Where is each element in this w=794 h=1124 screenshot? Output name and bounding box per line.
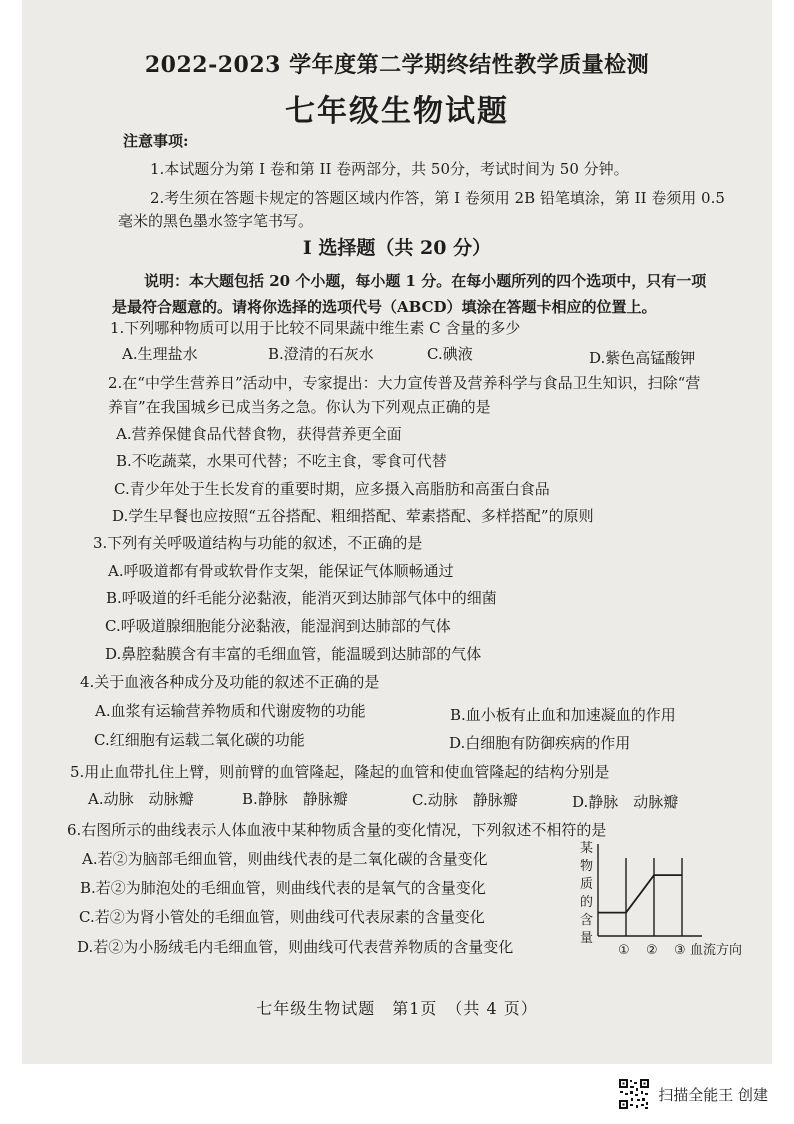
- x-label-2: ②: [646, 943, 658, 958]
- question-3-option-a: A.呼吸道都有骨或软骨作支架，能保证气体顺畅通过: [108, 562, 454, 580]
- exam-subtitle: 七年级生物试题: [285, 94, 509, 129]
- question-2-option-a: A.营养保健食品代替食物，获得营养更全面: [116, 425, 402, 443]
- question-4-option-d: D.白细胞有防御疾病的作用: [449, 734, 631, 752]
- y-label-char-2: 物: [580, 859, 594, 874]
- blood-substance-figure: [578, 838, 772, 968]
- question-3-option-b: B.呼吸道的纤毛能分泌黏液，能消灭到达肺部气体中的细菌: [106, 589, 497, 607]
- x-label-3: ③: [674, 943, 686, 958]
- y-label-char-1: 某: [580, 841, 594, 856]
- question-1-option-d: D.紫色高锰酸钾: [589, 349, 696, 367]
- question-4-stem: 4.关于血液各种成分及功能的叙述不正确的是: [80, 673, 380, 691]
- question-5-option-a: A.动脉 动脉瓣: [88, 790, 194, 808]
- notes-heading: 注意事项:: [123, 132, 189, 150]
- section-title: I 选择题（共 20 分）: [302, 237, 492, 259]
- question-5-option-c: C.动脉 静脉瓣: [412, 791, 518, 809]
- question-4-option-c: C.红细胞有运载二氧化碳的功能: [94, 731, 305, 749]
- y-label-char-4: 的: [580, 895, 594, 910]
- section-instructions-2: 是最符合题意的。请将你选择的选项代号（ABCD）填涂在答题卡相应的位置上。: [112, 298, 657, 316]
- x-label-1: ①: [618, 943, 630, 958]
- question-6-option-b: B.若②为肺泡处的毛细血管，则曲线代表的是氧气的含量变化: [80, 879, 486, 897]
- question-3-stem: 3.下列有关呼吸道结构与功能的叙述，不正确的是: [93, 534, 423, 552]
- question-4-option-b: B.血小板有止血和加速凝血的作用: [450, 706, 676, 724]
- substance-curve: [598, 875, 682, 912]
- question-4-option-a: A.血浆有运输营养物质和代谢废物的功能: [95, 702, 366, 720]
- question-6-option-d: D.若②为小肠绒毛内毛细血管，则曲线可代表营养物质的含量变化: [77, 938, 514, 956]
- question-3-option-d: D.鼻腔黏膜含有丰富的毛细血管，能温暖到达肺部的气体: [105, 645, 482, 663]
- exam-paper: [22, 0, 772, 1064]
- question-1-stem: 1.下列哪种物质可以用于比较不同果蔬中维生素 C 含量的多少: [110, 319, 521, 337]
- notes-item-2: 2.考生须在答题卡规定的答题区域内作答，第 I 卷须用 2B 铅笔填涂，第 II 卷须用 0.5: [150, 189, 725, 207]
- exam-title: 2022-2023 学年度第二学期终结性教学质量检测: [144, 52, 650, 78]
- y-label-char-6: 量: [580, 931, 594, 946]
- question-6-option-a: A.若②为脑部毛细血管，则曲线代表的是二氧化碳的含量变化: [82, 850, 488, 868]
- question-3-option-c: C.呼吸道腺细胞能分泌黏液，能湿润到达肺部的气体: [105, 617, 451, 635]
- y-label-char-5: 含: [580, 913, 594, 928]
- question-2-option-d: D.学生早餐也应按照“五谷搭配、粗细搭配、荤素搭配、多样搭配”的原则: [112, 507, 594, 525]
- notes-item-1: 1.本试题分为第 I 卷和第 II 卷两部分，共 50分，考试时间为 50 分钟。: [150, 160, 629, 178]
- question-1-option-c: C.碘液: [427, 345, 473, 363]
- question-2-stem: 2.在“中学生营养日”活动中，专家提出：大力宣传普及营养科学与食品卫生知识，扫除“营: [108, 374, 701, 392]
- x-axis-label: 血流方向: [690, 943, 743, 958]
- question-6-option-c: C.若②为肾小管处的毛细血管，则曲线可代表尿素的含量变化: [79, 908, 485, 926]
- page-footer: 七年级生物试题 第1页 （共 4 页）: [256, 999, 538, 1018]
- question-1-option-b: B.澄清的石灰水: [268, 345, 374, 363]
- scanner-watermark-text: 扫描全能王 创建: [658, 1085, 768, 1104]
- question-5-stem: 5.用止血带扎住上臂，则前臂的血管隆起，隆起的血管和使血管隆起的结构分别是: [70, 763, 610, 781]
- question-5-option-b: B.静脉 静脉瓣: [242, 790, 348, 808]
- question-6-stem: 6.右图所示的曲线表示人体血液中某种物质含量的变化情况，下列叙述不相符的是: [67, 821, 607, 839]
- section-instructions-1: 说明：本大题包括 20 个小题，每小题 1 分。在每小题所列的四个选项中，只有一项: [144, 272, 707, 290]
- question-2-option-b: B.不吃蔬菜，水果可代替；不吃主食，零食可代替: [116, 452, 447, 470]
- notes-item-2-cont: 毫米的黑色墨水签字笔书写。: [118, 212, 314, 230]
- y-label-char-3: 质: [580, 877, 594, 892]
- scanner-watermark: [618, 1077, 768, 1111]
- question-1-option-a: A.生理盐水: [122, 345, 198, 363]
- question-5-option-d: D.静脉 动脉瓣: [572, 793, 679, 811]
- qr-code-icon: [618, 1078, 650, 1110]
- question-2-option-c: C.青少年处于生长发育的重要时期，应多摄入高脂肪和高蛋白食品: [114, 480, 550, 498]
- question-2-stem-cont: 养盲”在我国城乡已成当务之急。你认为下列观点正确的是: [108, 398, 491, 416]
